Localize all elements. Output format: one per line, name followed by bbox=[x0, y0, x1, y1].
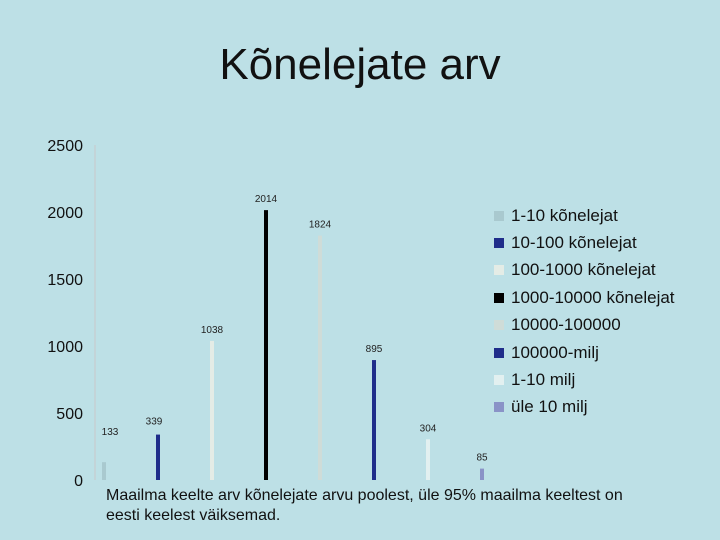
bar bbox=[480, 469, 484, 480]
y-tick-labels bbox=[47, 138, 83, 490]
legend-item bbox=[494, 366, 720, 393]
data-label: 895 bbox=[365, 344, 383, 356]
legend-item bbox=[494, 312, 720, 339]
y-tick-label: 0 bbox=[74, 473, 83, 490]
legend-item bbox=[494, 339, 720, 366]
legend-swatch bbox=[494, 293, 504, 303]
caption: Maailma keelte arv kõnelejate arvu poolest, üle 95% maailma keeltest on eesti keelest väiksemad. bbox=[106, 487, 623, 524]
legend-swatch bbox=[494, 375, 504, 385]
legend-swatch bbox=[494, 402, 504, 412]
y-tick-label: 500 bbox=[56, 406, 83, 423]
bars bbox=[102, 210, 484, 480]
y-tick-label: 2500 bbox=[47, 138, 83, 155]
legend-label: 1000-10000 kõnelejat bbox=[511, 287, 675, 307]
bar bbox=[318, 236, 322, 480]
data-label: 133 bbox=[101, 427, 119, 439]
data-label: 1038 bbox=[200, 324, 224, 336]
data-label: 85 bbox=[476, 452, 488, 464]
bar bbox=[372, 360, 376, 480]
bar bbox=[264, 210, 268, 480]
bar bbox=[210, 341, 214, 480]
legend-label: 10-100 kõnelejat bbox=[511, 233, 637, 253]
y-tick-label: 2000 bbox=[47, 205, 83, 222]
legend-swatch bbox=[494, 348, 504, 358]
data-labels bbox=[102, 194, 488, 463]
y-tick-label: 1000 bbox=[47, 339, 83, 356]
legend-label: 100000-milj bbox=[511, 342, 599, 362]
legend-item bbox=[494, 202, 720, 229]
legend-swatch bbox=[494, 320, 504, 330]
legend-label: 10000-100000 bbox=[511, 315, 621, 335]
bar bbox=[102, 462, 106, 480]
data-label: 1824 bbox=[308, 219, 332, 231]
legend-swatch bbox=[494, 211, 504, 221]
data-label: 339 bbox=[145, 416, 163, 428]
y-tick-label: 1500 bbox=[47, 272, 83, 289]
legend-swatch bbox=[494, 238, 504, 248]
legend-swatch bbox=[494, 265, 504, 275]
legend bbox=[494, 202, 720, 421]
legend-label: 1-10 milj bbox=[511, 370, 576, 390]
legend-item bbox=[494, 284, 720, 311]
legend-label: 1-10 kõnelejat bbox=[511, 205, 618, 225]
bar bbox=[156, 435, 160, 480]
data-label: 2014 bbox=[254, 194, 278, 206]
legend-item bbox=[494, 394, 720, 421]
bar bbox=[426, 439, 430, 480]
legend-label: 100-1000 kõnelejat bbox=[511, 260, 656, 280]
legend-item bbox=[494, 229, 720, 256]
data-label: 304 bbox=[419, 423, 437, 435]
chart-title: Kõnelejate arv bbox=[219, 40, 501, 89]
legend-label: üle 10 milj bbox=[511, 397, 588, 417]
legend-item bbox=[494, 257, 720, 284]
